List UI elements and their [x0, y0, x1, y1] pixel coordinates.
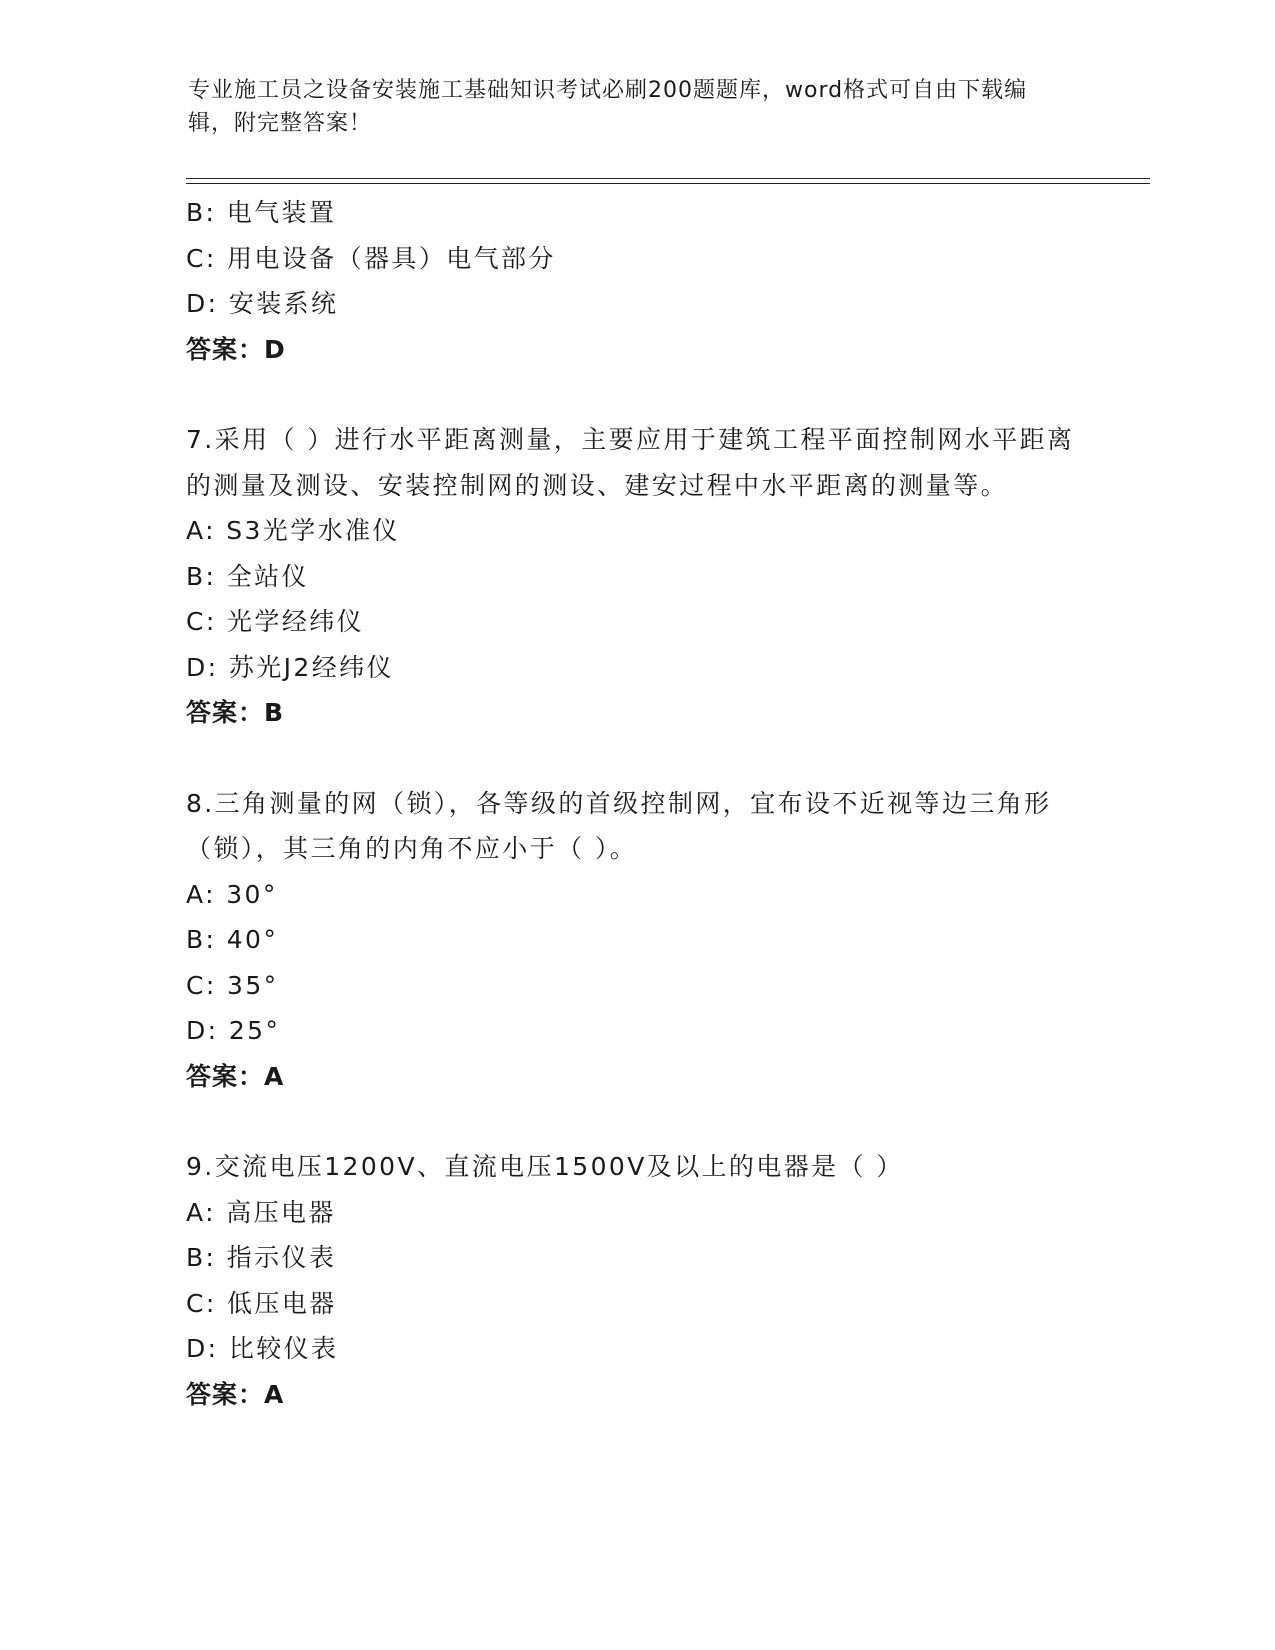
- option-c: C: 用电设备（器具）电气部分: [186, 243, 556, 273]
- option-b: B: 全站仪: [186, 561, 309, 591]
- option-d: D: 安装系统: [186, 289, 339, 318]
- option-b: B: 指示仪表: [186, 1243, 337, 1272]
- header-rule-top: [186, 178, 1150, 179]
- option-c: C: 低压电器: [186, 1288, 337, 1318]
- option-c: C: 光学经纬仪: [186, 607, 365, 636]
- question-9-stem: 9.交流电压1200V、直流电压1500V及以上的电器是（ ）: [186, 1152, 904, 1181]
- spacer: [186, 1099, 1076, 1144]
- answer-line: 答案：A: [186, 1061, 285, 1091]
- option-c: C: 35°: [186, 970, 279, 1000]
- option-d: D: 比较仪表: [186, 1334, 339, 1363]
- answer-line: 答案：A: [186, 1379, 285, 1409]
- option-b: B: 电气装置: [186, 198, 337, 227]
- option-b: B: 40°: [186, 925, 279, 954]
- question-7-stem: 7.采用（ ）进行水平距离测量，主要应用于建筑工程平面控制网水平距离的测量及测设、安装控制网的测设、建安过程中水平距离的测量等。: [186, 425, 1075, 500]
- question-8-stem: 8.三角测量的网（锁），各等级的首级控制网，宜布设不近视等边三角形（锁），其三角的内角不应小于（ ）。: [186, 788, 1052, 863]
- header-rule-bottom: [186, 183, 1150, 184]
- option-d: D: 苏光J2经纬仪: [186, 652, 394, 682]
- spacer: [186, 736, 1076, 781]
- document-header: 专业施工员之设备安装施工基础知识考试必刷200题题库，word格式可自由下载编辑，附完整答案！: [188, 78, 1028, 136]
- spacer: [186, 372, 1076, 417]
- option-a: A: S3光学水准仪: [186, 516, 400, 545]
- option-a: A: 30°: [186, 879, 278, 909]
- answer-line: 答案：D: [186, 334, 286, 364]
- option-d: D: 25°: [186, 1016, 281, 1045]
- question-list: [186, 190, 1076, 1417]
- answer-line: 答案：B: [186, 698, 285, 727]
- option-a: A: 高压电器: [186, 1197, 336, 1227]
